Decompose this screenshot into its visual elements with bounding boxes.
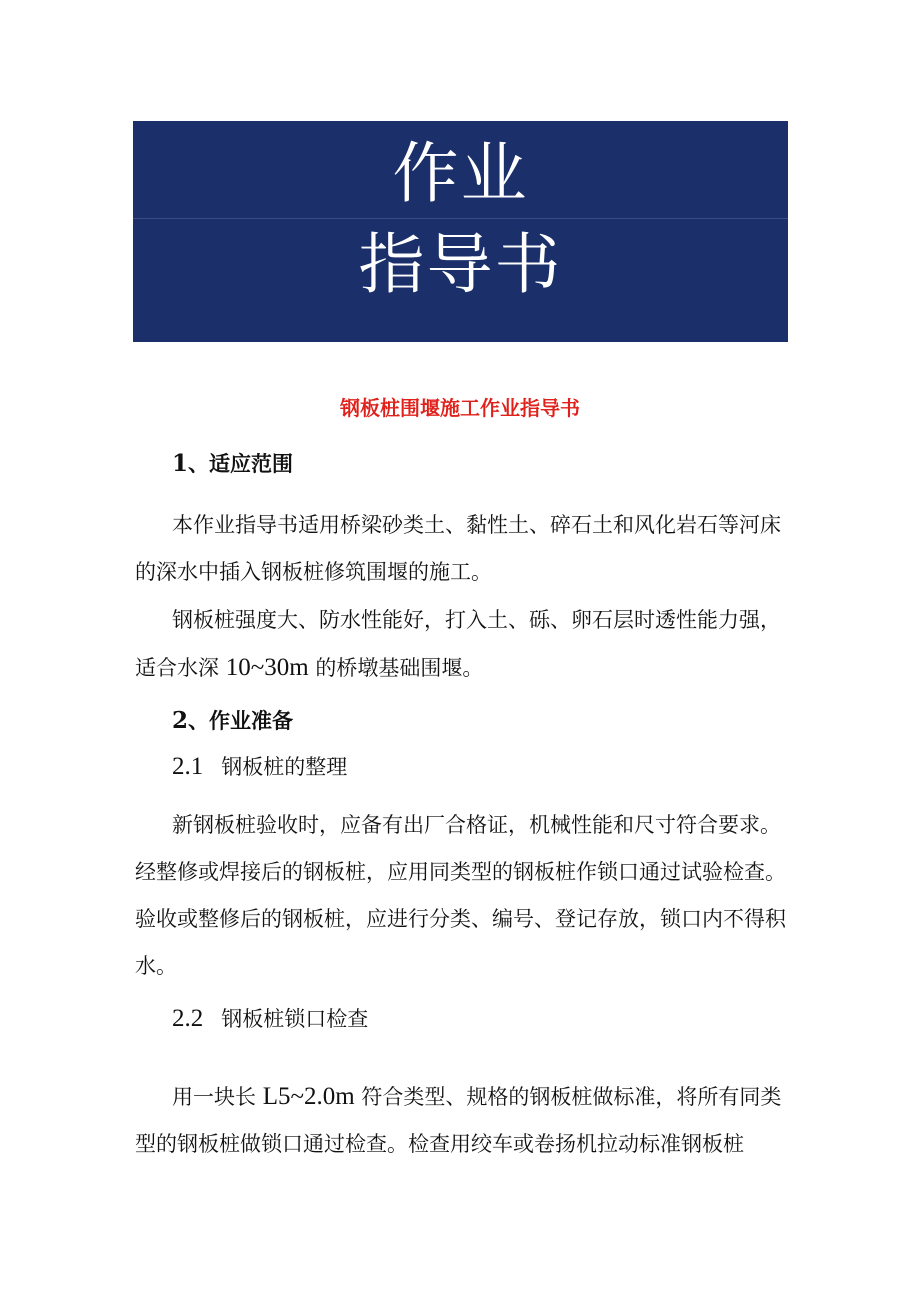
section-1-paragraph-1: 本作业指导书适用桥梁砂类土、黏性土、碎石土和风化岩石等河床的深水中插入钢板桩修筑围堰的施工。 [135, 513, 781, 584]
section-1-heading [172, 452, 293, 475]
section-2-2-paragraph-text-a: 用一块长 [172, 1085, 263, 1109]
document-title: 钢板桩围堰施工作业指导书 [340, 396, 580, 420]
section-2-1-paragraph: 新钢板桩验收时，应备有出厂合格证，机械性能和尺寸符合要求。经整修或焊接后的钢板桩，应用同类型的钢板桩作锁口通过试验检查。验收或整修后的钢板桩，应进行分类、编号、登记存放，锁口内不得积水。 [135, 813, 786, 978]
section-1-paragraph-2-text-c: 的桥墩基础围堰。 [308, 656, 484, 680]
section-2-2-heading [172, 1006, 368, 1031]
water-depth-value: 10~30m [225, 654, 309, 681]
banner-title-line1: 作业 [392, 135, 529, 212]
section-1-paragraph-2-text-a: 钢板桩强度大、防水性能好，打入土、砾、卵石层时透性能力强，适合水深 [135, 608, 781, 680]
banner-title-line2: 指导书 [358, 226, 563, 303]
section-2-number: 2 [172, 707, 189, 734]
section-2-1-heading [172, 754, 347, 779]
section-1-paragraph-2 [135, 597, 790, 692]
section-2-title: 、作业准备 [188, 709, 294, 733]
section-2-heading [172, 709, 293, 732]
section-2-2-title: 钢板桩锁口检查 [221, 1007, 369, 1031]
section-2-1-title: 钢板桩的整理 [221, 755, 348, 779]
banner-divider [133, 218, 788, 219]
section-2-2-paragraph-text-c: 符合类型、规格的钢板桩做标准，将所有同类型的钢板桩做锁口通过检查。检查用绞车或卷扬机拉动标准钢板桩 [135, 1085, 782, 1156]
section-1-number: 1 [172, 450, 189, 477]
section-2-1-number: 2.1 [172, 753, 204, 780]
pile-length-value: L5~2.0m [262, 1083, 355, 1110]
section-2-2-paragraph [135, 1073, 790, 1168]
section-2-2-number: 2.2 [172, 1005, 204, 1032]
section-1-title: 、适应范围 [188, 452, 294, 476]
